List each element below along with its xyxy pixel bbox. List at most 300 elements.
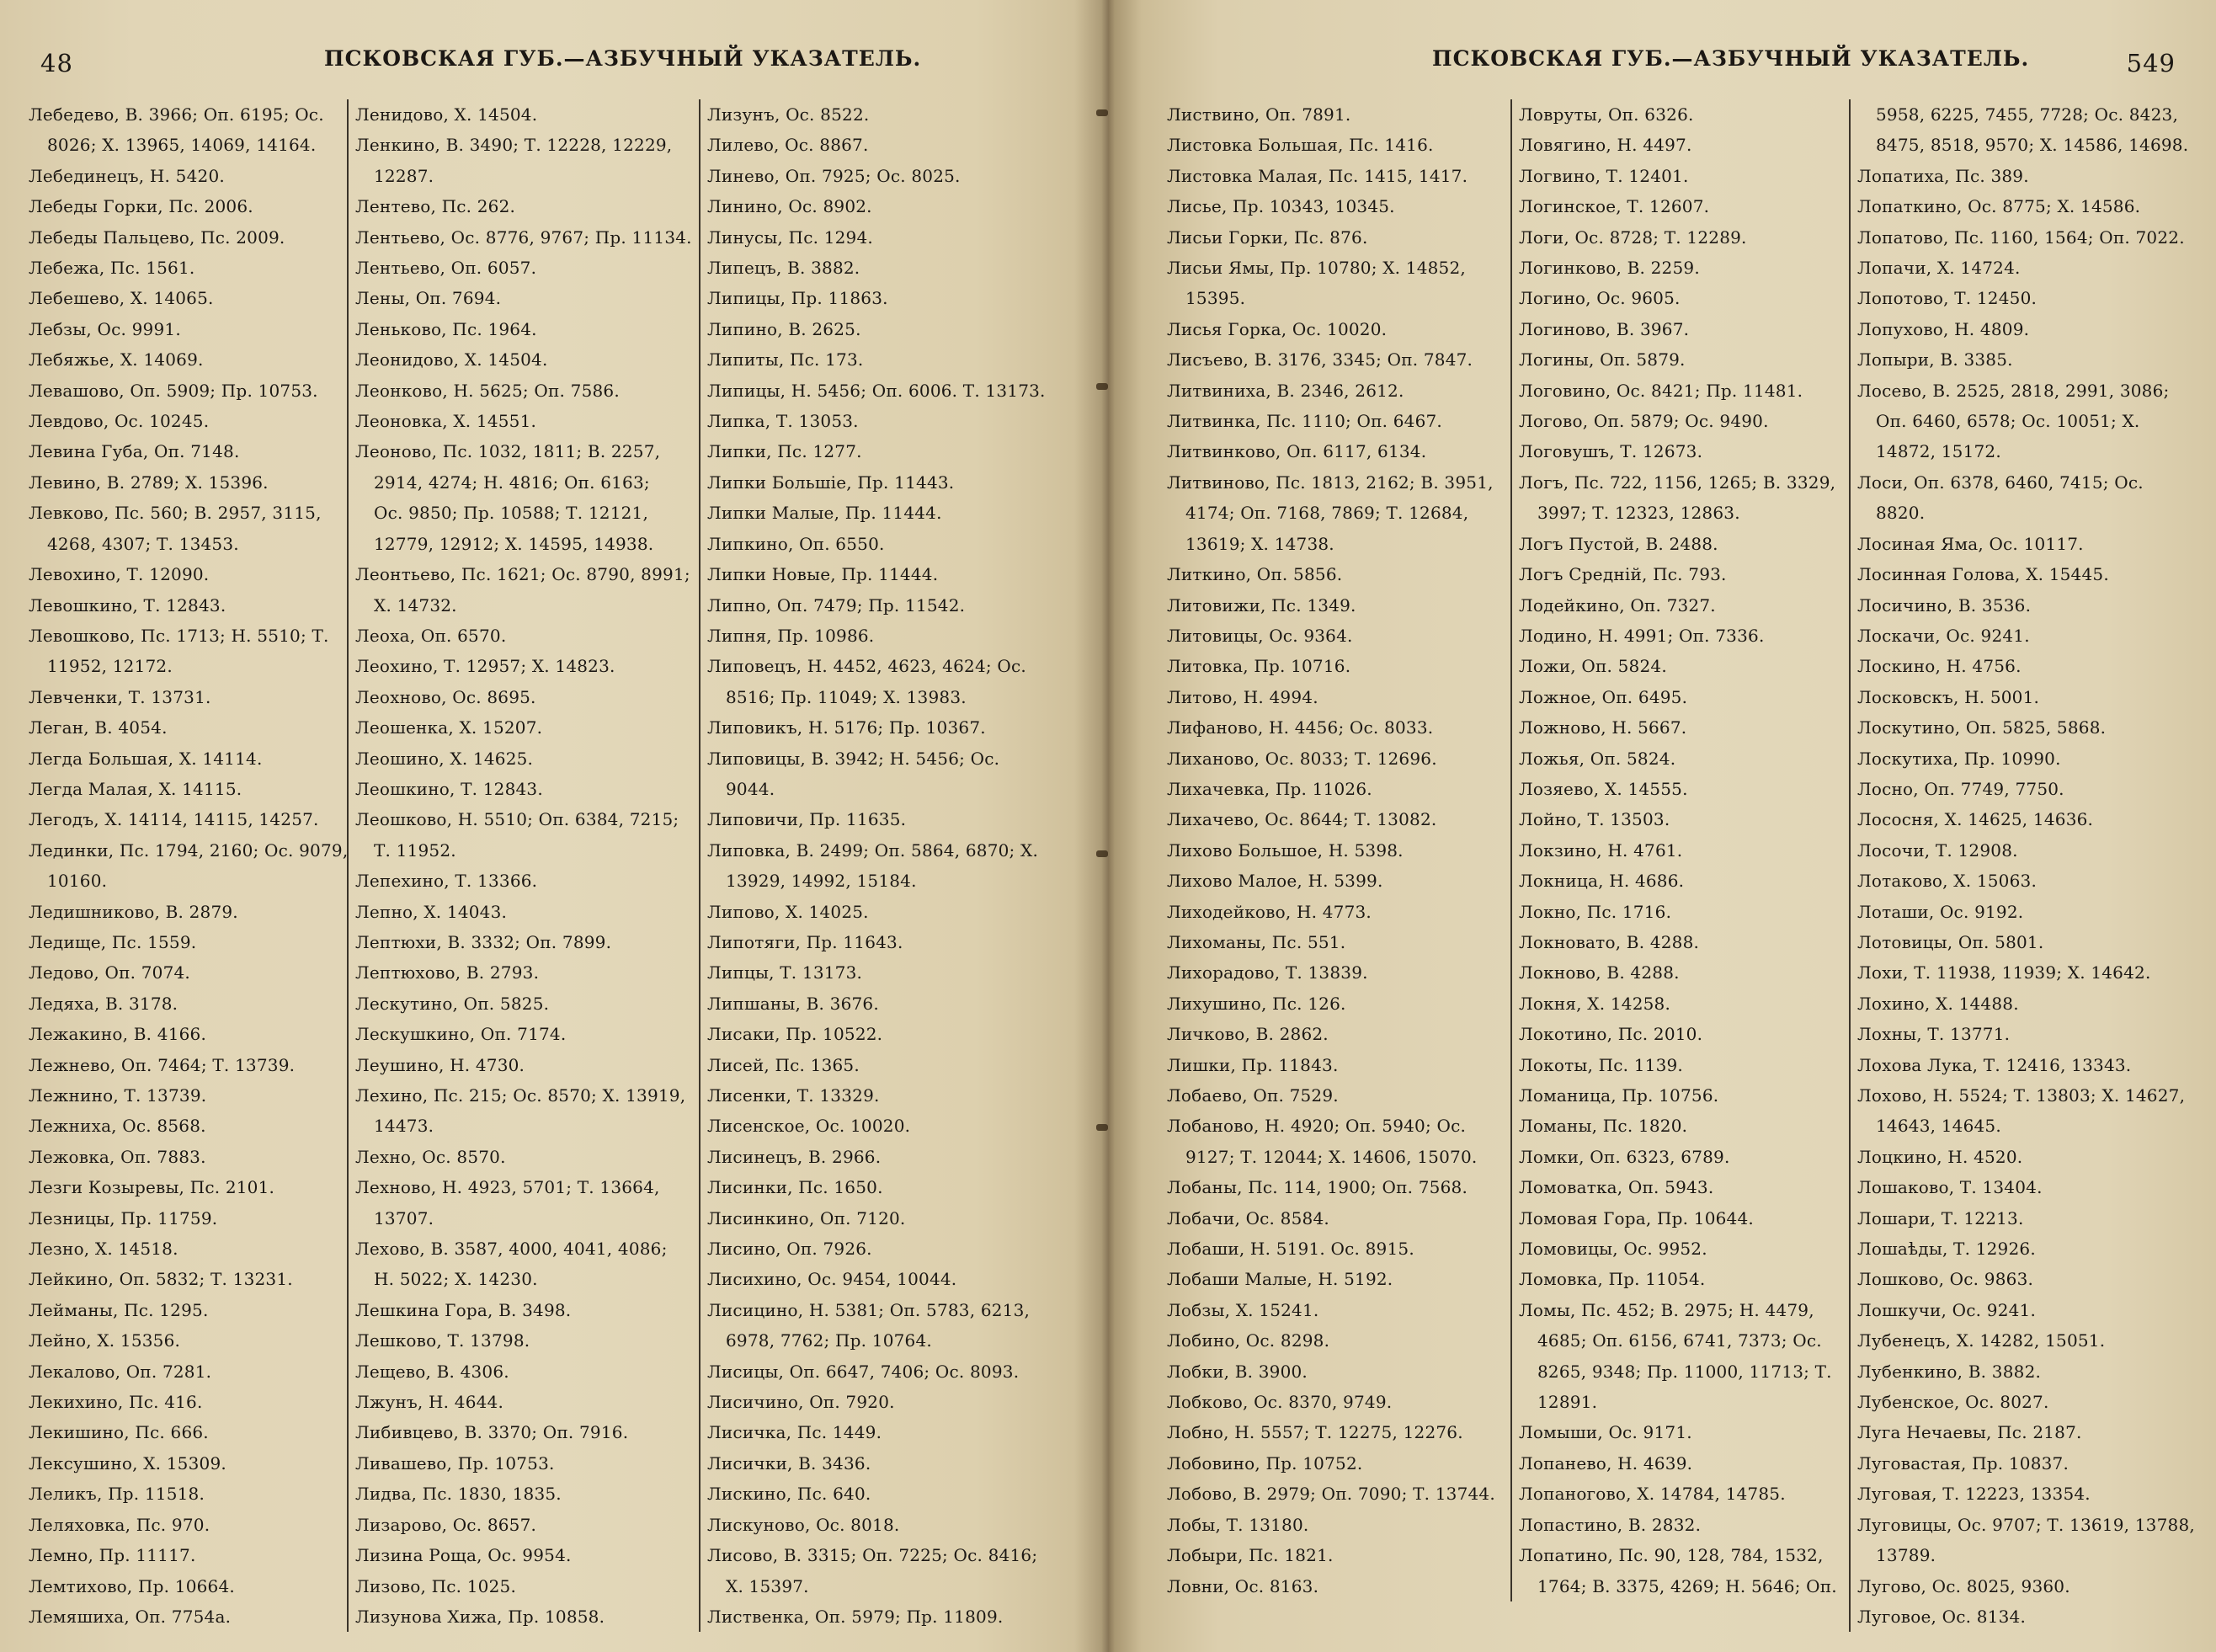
right-page [1108,0,2216,1652]
index-entry: Х. 14732. [374,594,457,616]
index-entry: Лопанево, Н. 4639. [1519,1452,1693,1473]
index-entry: Лихачевка, Пр. 11026. [1167,778,1372,799]
index-entry: Литовицы, Ос. 9364. [1167,625,1353,646]
index-entry: Лебзы, Ос. 9991. [29,318,181,339]
index-entry: Леонково, Н. 5625; Оп. 7586. [355,380,620,401]
index-entry: Лебеды Горки, Пс. 2006. [29,196,253,217]
index-entry: Логъ, Пс. 722, 1156, 1265; В. 3329, [1519,472,1836,493]
index-entry: Лехово, В. 3587, 4000, 4041, 4086; [355,1239,668,1260]
index-entry: Лентьево, Ос. 8776, 9767; Пр. 11134. [355,226,692,248]
index-entry: Луговое, Ос. 8134. [1857,1606,2026,1627]
index-entry: Ломы, Пс. 452; В. 2975; Н. 4479, [1519,1299,1814,1320]
index-entry: Лотовицы, Оп. 5801. [1857,931,2044,952]
index-entry: Ложья, Оп. 5824. [1519,748,1676,769]
index-entry: Логвино, Т. 12401. [1519,165,1689,186]
index-entry: Лотаково, Х. 15063. [1857,871,2038,892]
book-gutter [1074,0,1142,1652]
index-entry: Леушино, Н. 4730. [355,1054,525,1075]
running-head: ПСКОВСКАЯ ГУБ.—АЗБУЧНЫЙ УКАЗАТЕЛЬ. [324,46,922,71]
index-column [699,99,1044,1632]
index-entry: Ледяха, В. 3178. [29,993,178,1014]
index-entry: Лосно, Оп. 7749, 7750. [1857,778,2064,799]
index-entry: Левина Губа, Оп. 7148. [29,441,240,462]
index-entry: Легда Большая, Х. 14114. [29,748,263,769]
index-entry: Липовичи, Пр. 11635. [707,809,907,830]
index-entry: Липецъ, В. 3882. [707,258,860,279]
index-entry: Лешкина Гора, В. 3498. [355,1299,572,1320]
index-entry: Лисьи Ямы, Пр. 10780; Х. 14852, [1167,258,1466,279]
index-entry: Лососня, Х. 14625, 14636. [1857,809,2094,830]
index-entry: Лезно, Х. 14518. [29,1239,178,1260]
index-entry: Лобки, В. 3900. [1167,1361,1308,1382]
index-entry: Лешково, Т. 13798. [355,1330,530,1351]
index-entry: Либивцево, В. 3370; Оп. 7916. [355,1422,629,1443]
index-entry: Лисенское, Ос. 10020. [707,1116,911,1137]
index-entry: Липкино, Оп. 6550. [707,533,885,554]
index-entry: Лисьи Горки, Пс. 876. [1167,226,1368,248]
index-entry: Лжунъ, Н. 4644. [355,1392,504,1413]
index-entry: Лепехино, Т. 13366. [355,871,538,892]
index-entry: Ложново, Н. 5667. [1519,717,1687,738]
index-entry: Логи, Ос. 8728; Т. 12289. [1519,226,1747,248]
index-entry: Лемно, Пр. 11117. [29,1545,196,1566]
index-entry: Логъ Средній, Пс. 793. [1519,564,1727,585]
index-entry: Легодъ, Х. 14114, 14115, 14257. [29,809,319,830]
index-entry: Литово, Н. 4994. [1167,686,1318,707]
index-entry: 8265, 9348; Пр. 11000, 11713; Т. [1537,1361,1832,1382]
index-entry: Лобачи, Ос. 8584. [1167,1207,1329,1228]
binding-stitch [1096,1124,1108,1131]
index-entry: Лейманы, Пс. 1295. [29,1299,209,1320]
index-entry: Логинское, Т. 12607. [1519,196,1710,217]
index-entry: Оп. 6460, 6578; Ос. 10051; Х. [1876,411,2140,432]
index-entry: 13929, 14992, 15184. [726,871,917,892]
index-entry: Лобаево, Оп. 7529. [1167,1085,1339,1106]
index-entry: Липицы, Пр. 11863. [707,288,888,309]
index-entry: Лозяево, Х. 14555. [1519,778,1688,799]
index-entry: Лобаны, Пс. 114, 1900; Оп. 7568. [1167,1177,1468,1198]
index-entry: 2914, 4274; Н. 4816; Оп. 6163; [374,472,650,493]
index-entry: Литовка, Пр. 10716. [1167,656,1351,677]
index-entry: Локотино, Пс. 2010. [1519,1024,1703,1045]
index-entry: Ломовицы, Ос. 9952. [1519,1239,1707,1260]
index-entry: Леонтьево, Пс. 1621; Ос. 8790, 8991; [355,564,690,585]
index-column [1167,99,1504,1601]
index-entry: Лены, Оп. 7694. [355,288,502,309]
index-entry: Лескутино, Оп. 5825. [355,993,550,1014]
index-entry: Лептюхово, В. 2793. [355,962,540,983]
index-entry: 8026; Х. 13965, 14069, 14164. [47,135,317,156]
index-column [29,99,365,1632]
index-entry: Лежнино, Т. 13739. [29,1085,207,1106]
index-entry: Левошково, Пс. 1713; Н. 5510; Т. [29,625,329,646]
index-entry: 13707. [374,1207,434,1228]
index-entry: Лосичино, В. 3536. [1857,594,2032,616]
index-entry: Лосиная Яма, Ос. 10117. [1857,533,2084,554]
index-entry: Лугово, Ос. 8025, 9360. [1857,1575,2070,1596]
index-entry: Леоха, Оп. 6570. [355,625,507,646]
index-entry: Лебежа, Пс. 1561. [29,258,195,279]
index-entry: Лоскутино, Оп. 5825, 5868. [1857,717,2107,738]
index-entry: Лихушино, Пс. 126. [1167,993,1346,1014]
index-entry: Лохово, Н. 5524; Т. 13803; Х. 14627, [1857,1085,2186,1106]
index-entry: Лискуново, Ос. 8018. [707,1514,900,1535]
index-entry: Лисичка, Пс. 1449. [707,1422,882,1443]
index-entry: Лубенкино, В. 3882. [1857,1361,2042,1382]
index-entry: Липка, Т. 13053. [707,411,859,432]
index-entry: Липки Малые, Пр. 11444. [707,503,942,524]
index-entry: Леоновка, Х. 14551. [355,411,537,432]
index-entry: Лошково, Ос. 9863. [1857,1269,2034,1290]
index-entry: Лисихино, Ос. 9454, 10044. [707,1269,957,1290]
index-entry: Лемяшиха, Оп. 7754а. [29,1606,232,1627]
index-entry: Лебяжье, Х. 14069. [29,349,204,370]
index-entry: Лисинки, Пс. 1650. [707,1177,883,1198]
index-entry: Лилево, Ос. 8867. [707,135,869,156]
index-entry: Локно, Пс. 1716. [1519,901,1672,922]
index-entry: Ос. 9850; Пр. 10588; Т. 12121, [374,503,649,524]
index-entry: Лоскино, Н. 4756. [1857,656,2022,677]
index-entry: Лескушкино, Оп. 7174. [355,1024,567,1045]
index-entry: Лойно, Т. 13503. [1519,809,1670,830]
index-entry: Лихово Малое, Н. 5399. [1167,871,1383,892]
index-entry: Лобыри, Пс. 1821. [1167,1545,1334,1566]
index-entry: Леошино, Х. 14625. [355,748,534,769]
index-entry: Лебешево, Х. 14065. [29,288,214,309]
index-entry: 12891. [1537,1392,1598,1413]
index-entry: Лисей, Пс. 1365. [707,1054,860,1075]
index-entry: Левохино, Т. 12090. [29,564,210,585]
index-entry: 4174; Оп. 7168, 7869; Т. 12684, [1185,503,1469,524]
index-entry: Лейкино, Оп. 5832; Т. 13231. [29,1269,293,1290]
index-entry: Лекалово, Оп. 7281. [29,1361,212,1382]
index-entry: Лебединецъ, Н. 5420. [29,165,225,186]
index-entry: Литвиниха, В. 2346, 2612. [1167,380,1404,401]
index-entry: Литвинково, Оп. 6117, 6134. [1167,441,1427,462]
index-entry: Лептюхи, В. 3332; Оп. 7899. [355,931,612,952]
index-entry: Логъ Пустой, В. 2488. [1519,533,1718,554]
index-entry: Лопыри, В. 3385. [1857,349,2013,370]
index-entry: Лентево, Пс. 262. [355,196,516,217]
index-entry: Литвиново, Пс. 1813, 2162; В. 3951, [1167,472,1494,493]
index-entry: Лещево, В. 4306. [355,1361,509,1382]
index-entry: Липня, Пр. 10986. [707,625,875,646]
index-entry: Лисицы, Оп. 6647, 7406; Ос. 8093. [707,1361,1020,1382]
index-entry: Литкино, Оп. 5856. [1167,564,1343,585]
index-entry: Липцы, Т. 13173. [707,962,863,983]
index-entry: Лизина Роща, Ос. 9954. [355,1545,572,1566]
index-entry: 10160. [47,871,108,892]
index-entry: Липовка, В. 2499; Оп. 5864, 6870; Х. [707,839,1039,861]
index-entry: Лопаногово, Х. 14784, 14785. [1519,1484,1786,1505]
index-entry: Лопастино, В. 2832. [1519,1514,1702,1535]
index-entry: Лехино, Пс. 215; Ос. 8570; Х. 13919, [355,1085,686,1106]
index-entry: Локновато, В. 4288. [1519,931,1700,952]
index-entry: 9044. [726,778,775,799]
index-entry: Левково, Пс. 560; В. 2957, 3115, [29,503,322,524]
page-number: 48 [40,49,73,77]
index-entry: 8820. [1876,503,1926,524]
index-entry: Липки Новые, Пр. 11444. [707,564,939,585]
index-entry: Лединки, Пс. 1794, 2160; Ос. 9079, [29,839,349,861]
index-entry: Лисино, Оп. 7926. [707,1239,872,1260]
index-entry: Ливашево, Пр. 10753. [355,1452,555,1473]
index-entry: Лисье, Пр. 10343, 10345. [1167,196,1395,217]
index-entry: Лихорадово, Т. 13839. [1167,962,1368,983]
index-entry: Лохова Лука, Т. 12416, 13343. [1857,1054,2132,1075]
index-entry: Луга Нечаевы, Пс. 2187. [1857,1422,2082,1443]
index-entry: 13619; Х. 14738. [1185,533,1334,554]
index-entry: Лошкучи, Ос. 9241. [1857,1299,2037,1320]
index-entry: Леоново, Пс. 1032, 1811; В. 2257, [355,441,661,462]
index-entry: Лезги Козыревы, Пс. 2101. [29,1177,275,1198]
index-entry: Ломки, Оп. 6323, 6789. [1519,1146,1730,1167]
index-entry: Лихово Большое, Н. 5398. [1167,839,1404,861]
index-entry: Липно, Оп. 7479; Пр. 11542. [707,594,966,616]
index-entry: Лексушино, Х. 15309. [29,1452,226,1473]
index-entry: Луговицы, Ос. 9707; Т. 13619, 13788, [1857,1514,2195,1535]
index-entry: Лишки, Пр. 11843. [1167,1054,1339,1075]
index-entry: Леонидово, Х. 14504. [355,349,548,370]
index-entry: Лисово, В. 3315; Оп. 7225; Ос. 8416; [707,1545,1038,1566]
index-entry: Липовицы, В. 3942; Н. 5456; Ос. [707,748,1000,769]
index-entry: Логино, Ос. 9605. [1519,288,1681,309]
binding-stitch [1096,850,1108,857]
index-entry: Лосочи, Т. 12908. [1857,839,2018,861]
index-entry: Лежнево, Оп. 7464; Т. 13739. [29,1054,296,1075]
index-entry: Локново, В. 4288. [1519,962,1680,983]
index-entry: Ломаница, Пр. 10756. [1519,1085,1719,1106]
index-entry: Ломаны, Пс. 1820. [1519,1116,1688,1137]
index-entry: Лежниха, Ос. 8568. [29,1116,206,1137]
index-entry: Лезницы, Пр. 11759. [29,1207,218,1228]
index-entry: Лоцкино, Н. 4520. [1857,1146,2023,1167]
index-entry: Липотяги, Пр. 11643. [707,931,903,952]
index-entry: Ломоватка, Оп. 5943. [1519,1177,1714,1198]
index-entry: Лехно, Ос. 8570. [355,1146,506,1167]
binding-stitch [1096,383,1108,390]
index-entry: 4268, 4307; Т. 13453. [47,533,239,554]
index-entry: Логиново, В. 3967. [1519,318,1690,339]
index-entry: Логовино, Ос. 8421; Пр. 11481. [1519,380,1803,401]
index-entry: Лежовка, Оп. 7883. [29,1146,206,1167]
index-entry: Лопаткино, Ос. 8775; Х. 14586. [1857,196,2141,217]
index-entry: Лошаково, Т. 13404. [1857,1177,2043,1198]
index-entry: Левино, В. 2789; Х. 15396. [29,472,269,493]
index-entry: Лиходейково, Н. 4773. [1167,901,1372,922]
index-entry: Лисья Горка, Ос. 10020. [1167,318,1388,339]
index-entry: Лошаѣды, Т. 12926. [1857,1239,2036,1260]
index-entry: Лобаши Малые, Н. 5192. [1167,1269,1393,1290]
index-entry: Лобовино, Пр. 10752. [1167,1452,1363,1473]
index-entry: Лубенское, Ос. 8027. [1857,1392,2049,1413]
index-entry: Лемтихово, Пр. 10664. [29,1575,235,1596]
index-entry: Линево, Оп. 7925; Ос. 8025. [707,165,961,186]
index-entry: Лиханово, Ос. 8033; Т. 12696. [1167,748,1437,769]
index-entry: 3997; Т. 12323, 12863. [1537,503,1740,524]
index-entry: Лизунова Хижа, Пр. 10858. [355,1606,605,1627]
index-entry: Лебеды Пальцево, Пс. 2009. [29,226,285,248]
index-entry: Лопатово, Пс. 1160, 1564; Оп. 7022. [1857,226,2185,248]
index-entry: Х. 15397. [726,1575,809,1596]
index-entry: Лисаки, Пр. 10522. [707,1024,883,1045]
index-entry: Линусы, Пс. 1294. [707,226,873,248]
index-entry: Лобно, Н. 5557; Т. 12275, 12276. [1167,1422,1463,1443]
index-entry: Лиственка, Оп. 5979; Пр. 11809. [707,1606,1004,1627]
index-entry: Липовецъ, Н. 4452, 4623, 4624; Ос. [707,656,1026,677]
index-entry: Логовушъ, Т. 12673. [1519,441,1703,462]
index-entry: Лобаново, Н. 4920; Оп. 5940; Ос. [1167,1116,1467,1137]
index-entry: Липиты, Пс. 173. [707,349,864,370]
index-entry: 14473. [374,1116,434,1137]
index-entry: Лобово, В. 2979; Оп. 7090; Т. 13744. [1167,1484,1495,1505]
index-entry: Ломовка, Пр. 11054. [1519,1269,1706,1290]
index-entry: Ловруты, Оп. 6326. [1519,104,1694,125]
index-entry: Лисинецъ, В. 2966. [707,1146,882,1167]
index-entry: Леньково, Пс. 1964. [355,318,537,339]
index-entry: Лекишино, Пс. 666. [29,1422,209,1443]
index-entry: Липовикъ, Н. 5176; Пр. 10367. [707,717,986,738]
index-entry: 1764; В. 3375, 4269; Н. 5646; Оп. [1537,1575,1837,1596]
index-column [1849,99,2194,1632]
index-entry: Лисичино, Оп. 7920. [707,1392,895,1413]
index-entry: Литвинка, Пс. 1110; Оп. 6467. [1167,411,1442,432]
index-entry: 14643, 14645. [1876,1116,2001,1137]
index-entry: Лодино, Н. 4991; Оп. 7336. [1519,625,1765,646]
index-entry: Леошкино, Т. 12843. [355,778,543,799]
index-entry: Ловягино, Н. 4497. [1519,135,1692,156]
index-entry: 8475, 8518, 9570; Х. 14586, 14698. [1876,135,2189,156]
index-entry: Ломовая Гора, Пр. 10644. [1519,1207,1754,1228]
index-entry: Лежакино, В. 4166. [29,1024,207,1045]
index-entry: Лосковскъ, Н. 5001. [1857,686,2040,707]
index-entry: Леликъ, Пр. 11518. [29,1484,205,1505]
index-entry: Левашово, Оп. 5909; Пр. 10753. [29,380,318,401]
index-entry: Лепно, Х. 14043. [355,901,508,922]
index-entry: Листовка Большая, Пс. 1416. [1167,135,1434,156]
index-entry: 13789. [1876,1545,1936,1566]
index-entry: Лисенки, Т. 13329. [707,1085,880,1106]
index-entry: Н. 5022; Х. 14230. [374,1269,538,1290]
index-entry: Лизарово, Ос. 8657. [355,1514,537,1535]
index-entry: Леохново, Ос. 8695. [355,686,536,707]
index-entry: Ледишниково, В. 2879. [29,901,238,922]
index-entry: 8516; Пр. 11049; Х. 13983. [726,686,967,707]
index-entry: Липки Большіе, Пр. 11443. [707,472,955,493]
index-entry: 9127; Т. 12044; Х. 14606, 15070. [1185,1146,1478,1167]
index-entry: Лихоманы, Пс. 551. [1167,931,1346,952]
index-entry: Левченки, Т. 13731. [29,686,211,707]
index-entry: Луговая, Т. 12223, 13354. [1857,1484,2091,1505]
index-entry: Лобы, Т. 13180. [1167,1514,1309,1535]
index-entry: Левошкино, Т. 12843. [29,594,226,616]
index-entry: Лискино, Пс. 640. [707,1484,871,1505]
index-entry: 12779, 12912; Х. 14595, 14938. [374,533,654,554]
index-entry: Лосево, В. 2525, 2818, 2991, 3086; [1857,380,2170,401]
index-entry: Т. 11952. [374,839,456,861]
index-entry: Личково, В. 2862. [1167,1024,1329,1045]
index-entry: Локня, Х. 14258. [1519,993,1671,1014]
index-entry: Ложи, Оп. 5824. [1519,656,1667,677]
index-entry: Лопачи, Х. 14724. [1857,258,2021,279]
index-entry: Ленидово, Х. 14504. [355,104,538,125]
index-entry: Лубенецъ, Х. 14282, 15051. [1857,1330,2106,1351]
index-entry: Листвино, Оп. 7891. [1167,104,1351,125]
index-entry: Липицы, Н. 5456; Оп. 6006. Т. 13173. [707,380,1046,401]
index-entry: Лоташи, Ос. 9192. [1857,901,2024,922]
index-entry: Лекихино, Пс. 416. [29,1392,203,1413]
index-entry: Логово, Оп. 5879; Ос. 9490. [1519,411,1769,432]
index-entry: Локоты, Пс. 1139. [1519,1054,1683,1075]
index-entry: Леошково, Н. 5510; Оп. 6384, 7215; [355,809,679,830]
index-entry: Леляховка, Пс. 970. [29,1514,210,1535]
running-head: ПСКОВСКАЯ ГУБ.—АЗБУЧНЫЙ УКАЗАТЕЛЬ. [1432,46,2030,71]
index-entry: Лебедево, В. 3966; Оп. 6195; Ос. [29,104,324,125]
index-entry: Лохи, Т. 11938, 11939; Х. 14642. [1857,962,2151,983]
index-entry: Логины, Оп. 5879. [1519,349,1686,370]
index-entry: Лидва, Пс. 1830, 1835. [355,1484,562,1505]
index-entry: Лисички, В. 3436. [707,1452,871,1473]
index-entry: 12287. [374,165,434,186]
index-entry: Лохны, Т. 13771. [1857,1024,2011,1045]
index-entry: Лоскутиха, Пр. 10990. [1857,748,2061,769]
index-entry: 4685; Оп. 6156, 6741, 7373; Ос. [1537,1330,1822,1351]
index-entry: 15395. [1185,288,1246,309]
index-entry: Литовижи, Пс. 1349. [1167,594,1356,616]
index-entry: Ломыши, Ос. 9171. [1519,1422,1692,1443]
index-entry: 5958, 6225, 7455, 7728; Ос. 8423, [1876,104,2179,125]
index-entry: 14872, 15172. [1876,441,2001,462]
index-entry: Локница, Н. 4686. [1519,871,1685,892]
index-entry: Листовка Малая, Пс. 1415, 1417. [1167,165,1468,186]
index-entry: Лисинкино, Оп. 7120. [707,1207,906,1228]
index-entry: Лейно, Х. 15356. [29,1330,181,1351]
page-number: 549 [2126,49,2176,77]
index-entry: Липино, В. 2625. [707,318,861,339]
index-entry: Лентьево, Оп. 6057. [355,258,537,279]
index-entry: 6978, 7762; Пр. 10764. [726,1330,932,1351]
index-entry: Леохино, Т. 12957; Х. 14823. [355,656,615,677]
index-entry: Лопотово, Т. 12450. [1857,288,2038,309]
index-column [347,99,692,1632]
index-entry: Линино, Ос. 8902. [707,196,872,217]
index-entry: Легда Малая, Х. 14115. [29,778,242,799]
index-entry: Ледово, Оп. 7074. [29,962,190,983]
index-entry: Липки, Пс. 1277. [707,441,862,462]
index-entry: Луговастая, Пр. 10837. [1857,1452,2070,1473]
index-entry: Лисицино, Н. 5381; Оп. 5783, 6213, [707,1299,1031,1320]
index-entry: Лобзы, Х. 15241. [1167,1299,1319,1320]
index-entry: Лопухово, Н. 4809. [1857,318,2030,339]
index-entry: Лобино, Ос. 8298. [1167,1330,1330,1351]
index-entry: Лопатино, Пс. 90, 128, 784, 1532, [1519,1545,1824,1566]
index-entry: 11952, 12172. [47,656,173,677]
binding-stitch [1096,109,1108,116]
index-entry: Лехново, Н. 4923, 5701; Т. 13664, [355,1177,660,1198]
index-entry: Ленкино, В. 3490; Т. 12228, 12229, [355,135,673,156]
index-entry: Лоси, Оп. 6378, 6460, 7415; Ос. [1857,472,2144,493]
index-entry: Лобково, Ос. 8370, 9749. [1167,1392,1393,1413]
index-entry: Лохино, Х. 14488. [1857,993,2019,1014]
index-entry: Лихачево, Ос. 8644; Т. 13082. [1167,809,1437,830]
index-entry: Левдово, Ос. 10245. [29,411,210,432]
index-entry: Лодейкино, Оп. 7327. [1519,594,1716,616]
index-column [1510,99,1856,1601]
index-entry: Леошенка, Х. 15207. [355,717,543,738]
index-entry: Лисъево, В. 3176, 3345; Оп. 7847. [1167,349,1473,370]
index-entry: Лизунъ, Ос. 8522. [707,104,870,125]
index-entry: Ложное, Оп. 6495. [1519,686,1688,707]
